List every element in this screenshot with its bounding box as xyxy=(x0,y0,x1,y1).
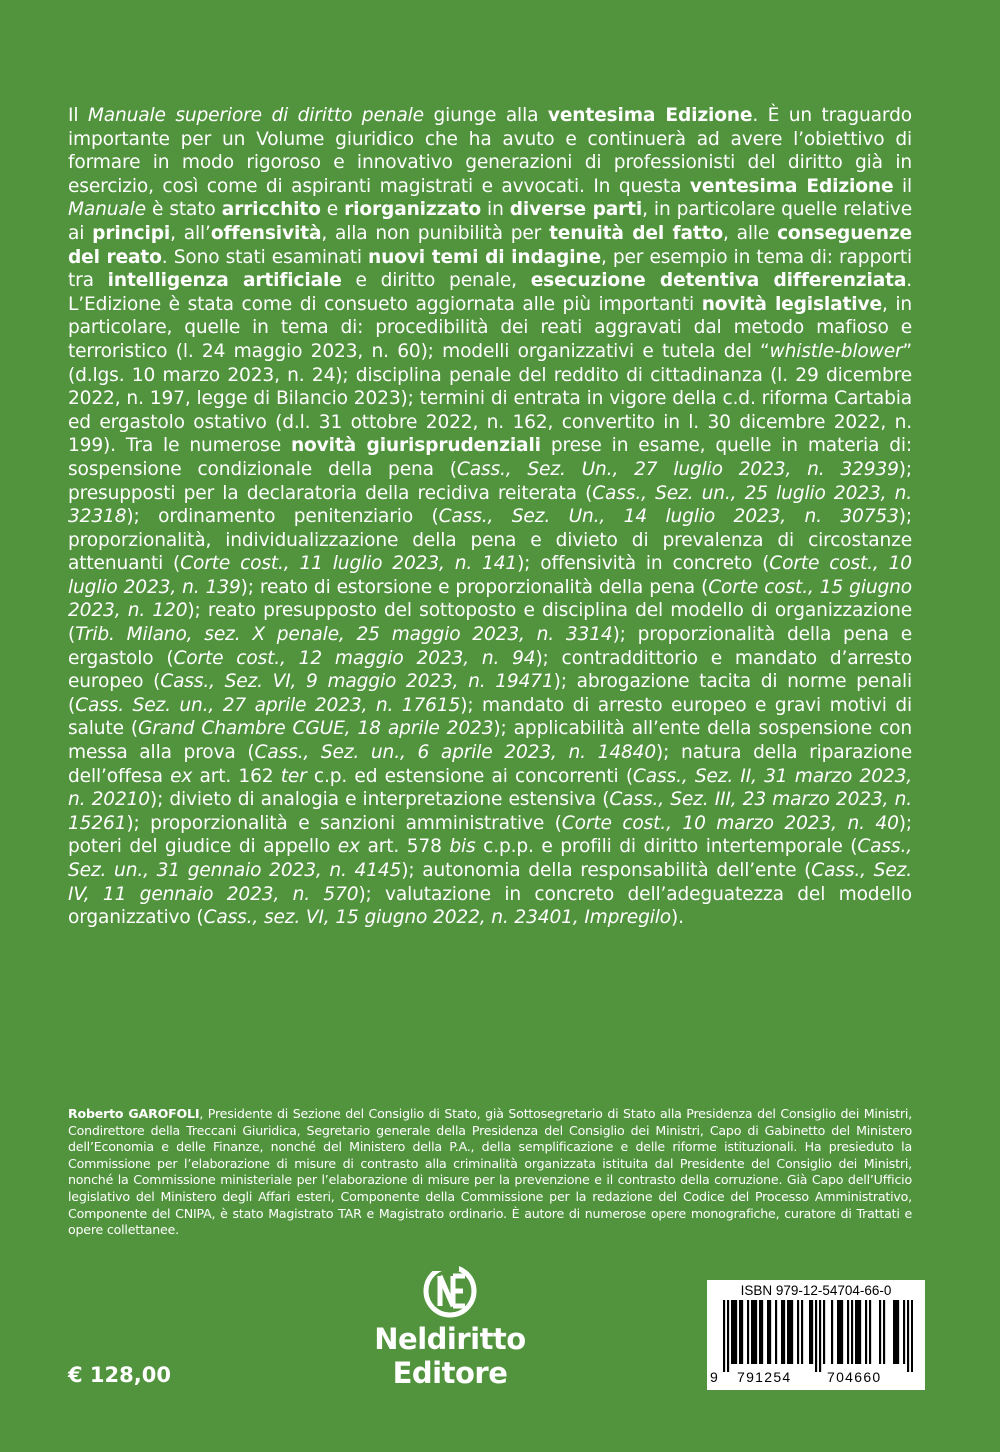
barcode-bar xyxy=(859,1300,861,1364)
description-segment: Grand Chambre CGUE, 18 aprile 2023 xyxy=(138,718,494,740)
barcode-bar xyxy=(741,1300,743,1364)
description-segment: Manuale superiore di diritto penale xyxy=(87,105,424,126)
description-segment: è stato xyxy=(145,199,222,221)
description-segment: Trib. Milano, sez. X penale, 25 maggio 2023, n. 3314 xyxy=(75,624,613,646)
ean-digit-first: 9 xyxy=(710,1369,720,1385)
price: € 128,00 xyxy=(68,1363,171,1387)
description-segment: Cass., Sez. Un., 14 luglio 2023, n. 30753 xyxy=(438,506,899,528)
barcode-bar xyxy=(787,1300,789,1364)
description-segment: Cass., sez. VI, 15 giugno 2022, n. 23401, Impregilo xyxy=(203,907,671,929)
description-segment: Corte cost., 12 maggio 2023, n. 94 xyxy=(173,647,536,669)
ean-digits-left: 791254 xyxy=(737,1369,792,1385)
barcode-bar xyxy=(815,1300,817,1372)
description-segment: diverse parti xyxy=(509,199,643,221)
description-segment: e xyxy=(320,199,345,221)
barcode-bar xyxy=(883,1300,885,1364)
book-description xyxy=(68,104,912,930)
description-segment: ); offensività in concreto ( xyxy=(517,553,770,575)
isbn-barcode xyxy=(707,1280,925,1390)
description-segment: Cass., Sez. Un., 27 luglio 2023, n. 32939 xyxy=(456,458,899,480)
barcode-bar xyxy=(855,1300,857,1364)
barcode-bar xyxy=(747,1300,749,1364)
barcode-bar xyxy=(727,1300,729,1372)
barcode-bar xyxy=(839,1300,841,1364)
author-bio-text: , Presidente di Sezione del Consiglio di Stato, già Sottosegretario di Stato alla Presidenza del Consiglio dei Ministri, Condirettore della Treccani Giuridica, Segretario generale della Presidenza del Consiglio dei Ministri, Capo di Gabinetto del Ministero dell’Economia e delle Finanze, nonché del Ministero della P.A., della semplificazione e delle riforme istituzionali. Ha presieduto la Commissione per l’elaborazione di misure di contrasto alla criminalità organizzata istituita dal Presidente del Consiglio dei Ministri, nonché la Commissione ministeriale per l’elaborazione di misure per la prevenzione e il contrasto della corruzione. Già Capo dell’Ufficio legislativo del Ministero degli Affari esteri, Componente della Commissione per la redazione del Codice del Processo Amministrativo, Componente del CNIPA, è stato Magistrato TAR e Magistrato ordinario. È autore di numerose opere monografiche, curatore di Trattati e opere collettanee. xyxy=(68,1106,912,1238)
description-segment: ); ordinamento penitenziario ( xyxy=(126,506,439,528)
description-segment: offensività xyxy=(210,222,322,244)
description-segment: . Sono stati esaminati xyxy=(161,246,369,268)
description-segment: novità giurisprudenziali xyxy=(290,435,541,457)
author-bio xyxy=(68,1106,912,1239)
barcode-bar xyxy=(879,1300,881,1364)
barcode-bar xyxy=(903,1300,905,1364)
description-segment: intelligenza artificiale xyxy=(107,270,342,292)
description-segment: ventesima Edizione xyxy=(689,175,894,197)
description-segment: tenuità del fatto xyxy=(549,222,723,244)
barcode-bar xyxy=(781,1300,783,1364)
barcode-bar xyxy=(865,1300,867,1364)
barcode-bar xyxy=(897,1300,899,1364)
barcode-bar xyxy=(761,1300,763,1364)
barcode-bar xyxy=(789,1300,791,1364)
description-segment: e diritto penale, xyxy=(341,270,531,292)
barcode-bar xyxy=(809,1300,811,1364)
description-segment: ); proporzionalità della pena e ergastolo ( xyxy=(68,624,912,669)
description-segment: in xyxy=(481,199,510,221)
description-segment: , per esempio in tema di: rapporti tra xyxy=(68,246,912,292)
barcode-bar xyxy=(797,1300,799,1364)
description-segment: ventesima Edizione xyxy=(547,105,753,126)
description-segment: ex xyxy=(170,765,193,787)
description-segment: art. 162 xyxy=(192,765,281,787)
description-segment: , in particolare quelle relative ai xyxy=(68,199,913,244)
barcode-bar xyxy=(895,1300,897,1364)
description-segment: esecuzione detentiva differenziata xyxy=(530,270,907,292)
description-segment: , alla non punibilità per xyxy=(321,222,550,244)
description-segment: ); valutazione in concreto dell’adeguatezza del modello organizzativo ( xyxy=(68,883,913,929)
description-segment: giunge alla xyxy=(423,105,548,126)
description-segment: ); autonomia della responsabilità dell’ente ( xyxy=(401,860,812,881)
barcode-bar xyxy=(739,1300,741,1364)
description-segment: art. 578 xyxy=(359,836,450,858)
barcode-bar xyxy=(851,1300,853,1364)
description-segment: Cass., Sez. un., 25 luglio 2023, n. 32318 xyxy=(68,482,913,528)
description-segment: ); reato presupposto del sottoposto e disciplina del modello di organizzazione ( xyxy=(68,600,912,646)
description-segment: novità legislative xyxy=(701,293,882,315)
barcode-bar xyxy=(767,1300,769,1364)
barcode-bar xyxy=(751,1300,753,1364)
barcode-bar xyxy=(731,1300,733,1364)
barcode-bar xyxy=(753,1300,755,1364)
description-segment: Cass., Sez. un., 6 aprile 2023, n. 14840 xyxy=(254,742,657,764)
description-segment: ); proporzionalità e sanzioni amministrative ( xyxy=(126,812,562,834)
barcode-bar xyxy=(811,1300,813,1364)
description-segment: Cass. Sez. un., 27 aprile 2023, n. 17615 xyxy=(75,694,461,716)
description-segment: Corte cost., 11 luglio 2023, n. 141 xyxy=(180,553,518,575)
description-segment: , alle xyxy=(722,222,778,244)
barcode-bar xyxy=(759,1300,761,1364)
description-segment: bis xyxy=(449,836,476,858)
barcode-bar xyxy=(755,1300,757,1364)
description-segment: , all’ xyxy=(170,222,211,244)
barcode-bars xyxy=(723,1300,913,1372)
description-segment: c.p.p. e profili di diritto intertemporale ( xyxy=(475,836,858,858)
description-segment: il xyxy=(893,175,912,197)
description-segment: ex xyxy=(337,836,360,858)
barcode-bar xyxy=(823,1300,825,1364)
barcode-bar xyxy=(801,1300,803,1364)
description-segment: ). xyxy=(671,907,684,929)
description-segment: conseguenze del reato xyxy=(68,222,912,268)
description-segment: Cass., Sez. VI, 9 maggio 2023, n. 19471 xyxy=(160,671,554,693)
description-segment: Cass., Sez. un., 31 gennaio 2023, n. 4145 xyxy=(68,836,912,881)
barcode-bar xyxy=(857,1300,859,1364)
publisher-logo xyxy=(350,1262,550,1388)
description-segment: Cass., Sez. III, 23 marzo 2023, n. 15261 xyxy=(68,789,912,834)
barcode-bar xyxy=(769,1300,771,1364)
description-segment: ); reato di estorsione e proporzionalità della pena ( xyxy=(240,576,709,598)
barcode-bar xyxy=(783,1300,785,1364)
description-segment: , in particolare, quelle in tema di: procedibilità dei reati aggravati dal metodo mafioso e terroristico (l. 24 maggio 2023, n. 60); modelli organizzativi e tutela del “ xyxy=(68,293,912,362)
description-segment: riorganizzato xyxy=(344,199,482,221)
barcode-bar xyxy=(893,1300,895,1364)
description-segment: c.p. ed estensione ai concorrenti ( xyxy=(306,765,633,787)
publisher-name-line2: Editore xyxy=(392,1356,508,1390)
description-segment: Corte cost., 10 luglio 2023, n. 139 xyxy=(68,553,912,598)
barcode-bar xyxy=(831,1300,833,1364)
description-segment: ); natura della riparazione dell’offesa xyxy=(68,742,912,787)
isbn-label: ISBN 979-12-54704-66-0 xyxy=(740,1283,892,1298)
description-segment: ); contraddittorio e mandato d’arresto europeo ( xyxy=(68,647,912,693)
barcode-bar xyxy=(841,1300,843,1364)
description-segment: Il xyxy=(68,105,88,126)
barcode-bar xyxy=(847,1300,849,1364)
ne-monogram-icon xyxy=(423,1262,477,1320)
description-segment: principi xyxy=(92,222,171,244)
barcode-bar xyxy=(733,1300,735,1364)
barcode-bar xyxy=(819,1300,821,1372)
description-segment: ter xyxy=(280,765,307,787)
description-segment: nuovi temi di indagine xyxy=(368,246,601,268)
description-segment: whistle-blower xyxy=(769,340,903,362)
barcode-bar xyxy=(907,1300,909,1372)
description-segment: Corte cost., 15 giugno 2023, n. 120 xyxy=(68,576,912,622)
barcode-bar xyxy=(837,1300,839,1364)
description-segment: Cass., Sez. IV, 11 gennaio 2023, n. 570 xyxy=(68,860,912,905)
description-segment: Corte cost., 10 marzo 2023, n. 40 xyxy=(561,812,899,834)
barcode-bar xyxy=(723,1300,725,1372)
description-segment: ); proporzionalità, individualizzazione della pena e divieto di prevalenza di circostanze attenuanti ( xyxy=(68,506,912,575)
description-segment: . L’Edizione è stata come di consueto aggiornata alle più importanti xyxy=(68,270,913,315)
barcode-bar xyxy=(791,1300,793,1364)
description-segment: Cass., Sez. II, 31 marzo 2023, n. 20210 xyxy=(68,765,913,811)
description-segment: . È un traguardo importante per un Volume giuridico che ha avuto e continuerà ad avere l’obiettivo di formare in modo rigoroso e innovativo generazioni di professionisti del diritto già in esercizio, così come di aspiranti magistrati e avvocati. In questa xyxy=(68,105,912,197)
barcode-bar xyxy=(911,1300,913,1372)
author-name: Roberto GAROFOLI xyxy=(68,1106,200,1121)
description-segment: arricchito xyxy=(221,199,321,221)
description-segment: ); poteri del giudice di appello xyxy=(68,812,912,858)
barcode-bar xyxy=(775,1300,777,1364)
description-segment: ); applicabilità all’ente della sospensione con messa alla prova ( xyxy=(68,718,912,764)
barcode-bar xyxy=(735,1300,737,1364)
ean-digits-right: 704660 xyxy=(827,1369,882,1385)
barcode-bar xyxy=(869,1300,871,1364)
description-segment: ); mandato di arresto europeo e gravi motivi di salute ( xyxy=(68,694,913,740)
description-segment: ); divieto di analogia e interpretazione estensiva ( xyxy=(149,789,610,811)
description-segment: ); presupposti per la declaratoria della recidiva reiterata ( xyxy=(68,458,912,504)
description-segment: ); abrogazione tacita di norme penali ( xyxy=(68,671,912,716)
description-segment: prese in esame, quelle in materia di: sospensione condizionale della pena ( xyxy=(68,435,912,480)
description-segment: Manuale xyxy=(68,199,146,221)
description-segment: ” (d.lgs. 10 marzo 2023, n. 24); disciplina penale del reddito di cittadinanza (l. 29 dicembre 2022, n. 197, legge di Bilancio 2023); termini di entrata in vigore della c.d. riforma Cartabia ed ergastolo ostativo (d.l. 31 ottobre 2022, n. 162, convertito in l. 30 dicembre 2022, n. 199). Tra le numerose xyxy=(68,340,912,457)
publisher-name-line1: Neldiritto xyxy=(374,1322,526,1356)
